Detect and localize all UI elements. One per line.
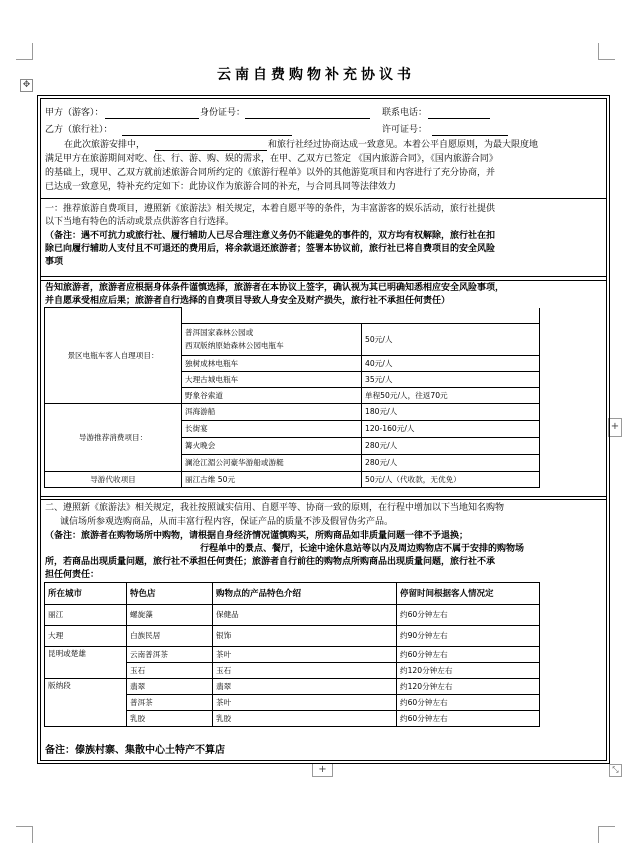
party-b-license-field[interactable] — [432, 135, 508, 136]
shop-cell: 白族民居 — [127, 626, 213, 647]
item-price-cell: 280元/人 — [362, 455, 540, 472]
party-a-label: 甲方（游客）： — [45, 108, 104, 118]
shop-cell: 普洱茶 — [127, 695, 213, 711]
table-header-row — [45, 583, 540, 605]
add-column-button[interactable]: + — [608, 418, 622, 437]
divider-2b — [40, 280, 607, 281]
item-name-cell: 长街宴 — [182, 421, 362, 438]
item-name-cell: 大理古城电瓶车 — [182, 372, 362, 388]
section2-note-line-3: 所，若商品出现质量问题，旅行社不承担任何责任；旅游者自行前往的购物点所购商品出现质量问题，旅行社不承 — [45, 557, 496, 567]
party-a-id-label: 身份证号： — [200, 108, 246, 118]
party-a-id-field[interactable] — [245, 118, 370, 119]
table-row — [45, 404, 540, 421]
item-name-cell: 澜沧江湄公河豪华游船或游艇 — [182, 455, 362, 472]
table-row — [45, 626, 540, 647]
city-cell: 大理 — [45, 626, 127, 647]
section2-line-2: 诚信场所参观选购商品，从而丰富行程内容，保证产品的质量不涉及假冒伪劣产品。 — [60, 517, 394, 527]
intro-line-1a: 在此次旅游安排中， — [64, 140, 146, 150]
item-name-cell: 普洱国家森林公园或 西双版纳原始森林公园电瓶车 — [182, 324, 362, 356]
time-cell: 约90分钟左右 — [397, 626, 540, 647]
crop-mark-top-left — [16, 43, 33, 60]
shop-cell: 云南普洱茶 — [127, 647, 213, 663]
item-price-cell: 35元/人 — [362, 372, 540, 388]
product-cell: 茶叶 — [213, 695, 397, 711]
crop-mark-top-right — [598, 43, 615, 60]
divider-3b — [40, 499, 607, 500]
footer-note: 备注：傣族村寨、集散中心土特产不算店 — [45, 745, 225, 756]
item-name-cell: 丽江古维 50元 — [182, 472, 362, 488]
self-pay-items-table — [44, 307, 540, 488]
item-price-cell: 180元/人 — [362, 404, 540, 421]
section1-note-line-2: 除已向履行辅助人支付且不可退还的费用后，将余款退还旅游者；签署本协议前，旅行社已将自费项目的安全风险 — [45, 244, 496, 254]
product-cell: 银饰 — [213, 626, 397, 647]
shop-cell: 乳胶 — [127, 711, 213, 727]
table-row — [45, 472, 540, 488]
group-recommend-cell: 导游推荐消费项目： — [45, 404, 182, 472]
product-cell: 茶叶 — [213, 647, 397, 663]
party-b-label: 乙方（旅行社）： — [45, 125, 113, 135]
intro-line-4: 已达成一致意见，特补充约定如下：此协议作为旅游合同的补充，与合同具同等法律效力 — [45, 182, 397, 192]
time-cell: 约60分钟左右 — [397, 695, 540, 711]
item-name-cell: 篝火晚会 — [182, 438, 362, 455]
intro-line-1b: 和旅行社经过协商达成一致意见。本着公平自愿原则，为最大限度地 — [268, 140, 539, 150]
section1-note-line-1: （备注：遇不可抗力或旅行社、履行辅助人已尽合理注意义务仍不能避免的事件的，双方均有权解除，旅行社在扣 — [45, 231, 496, 241]
divider-2 — [40, 276, 607, 277]
party-a-phone-field[interactable] — [428, 118, 490, 119]
header-product: 购物点的产品特色介绍 — [213, 583, 397, 605]
intro-line-2: 满足甲方在旅游期间对吃、住、行、游、购、娱的需求，在甲、乙双方已签定 《国内旅游合同》，《国内旅游合同》 — [45, 154, 498, 164]
product-cell: 保健品 — [213, 605, 397, 626]
shopping-table — [44, 582, 540, 727]
party-a-name-field[interactable] — [105, 118, 199, 119]
section1-note-line-3: 事项 — [45, 257, 64, 267]
crop-mark-bottom-left — [16, 826, 33, 843]
time-cell: 约60分钟左右 — [397, 711, 540, 727]
header-shop: 特色店 — [127, 583, 213, 605]
divider-1 — [40, 198, 607, 199]
table-move-handle-icon[interactable]: ✥ — [20, 79, 33, 92]
product-cell: 乳胶 — [213, 711, 397, 727]
city-cell: 丽江 — [45, 605, 127, 626]
product-cell: 翡翠 — [213, 679, 397, 695]
section2-note-line-4: 担任何责任： — [45, 570, 100, 580]
party-b-name-field[interactable] — [122, 135, 292, 136]
party-b-license-label: 许可证号： — [382, 125, 428, 135]
crop-mark-bottom-right — [598, 826, 615, 843]
product-cell: 玉石 — [213, 663, 397, 679]
section2-note-line-1: （备注：旅游者在购物场所中购物，请根据自身经济情况谨慎购买，所购商品如非质量问题一律不予退换； — [45, 531, 469, 541]
party-a-phone-label: 联系电话： — [382, 108, 428, 118]
section1-line-2: 以下当地有特色的活动或景点供游客自行选择。 — [45, 217, 235, 227]
section1-line-1: 一：推荐旅游自费项目，遵照新《旅游法》相关规定，本着自愿平等的条件，为丰富游客的娱乐活动，旅行社提供 — [45, 204, 496, 214]
item-price-cell: 120-160元/人 — [362, 421, 540, 438]
shop-cell: 螺旋藻 — [127, 605, 213, 626]
item-price-cell: 280元/人 — [362, 438, 540, 455]
header-time: 停留时间根据客人情况定 — [397, 583, 540, 605]
item-name-cell: 独树成林电瓶车 — [182, 356, 362, 372]
time-cell: 约120分钟左右 — [397, 663, 540, 679]
document-title: 云南自费购物补充协议书 — [217, 67, 415, 83]
shop-cell: 翡翠 — [127, 679, 213, 695]
group-scenic-cell: 景区电瓶车客人自理项目： — [45, 308, 182, 404]
item-price-cell: 50元/人 — [362, 324, 540, 356]
time-cell: 约60分钟左右 — [397, 647, 540, 663]
header-city: 所在城市 — [45, 583, 127, 605]
table-row — [45, 647, 540, 663]
item-name-cell: 洱海游船 — [182, 404, 362, 421]
table-resize-handle-icon[interactable]: ⤡ — [609, 764, 622, 777]
section1-notice-line-1: 告知旅游者，旅游者应根据身体条件谨慎选择，旅游者在本协议上签字，确认视为其已明确知悉相应安全风险事项， — [45, 283, 505, 293]
divider-3 — [40, 496, 607, 497]
intro-line-3: 的基础上，现甲、乙双方就前述旅游合同所约定的《旅游行程单》以外的其他游览项目和内容进行了充分协商，并 — [45, 168, 496, 178]
section2-line-1: 二、遵照新《旅游法》相关规定，我社按照诚实信用、自愿平等、协商一致的原则，在行程中增加以下当地知名购物 — [45, 503, 505, 513]
add-row-button[interactable]: + — [312, 763, 333, 777]
item-price-cell: 单程50元/人，往返70元 — [362, 388, 540, 404]
item-price-cell: 50元/人（代收款，无优免） — [362, 472, 540, 488]
time-cell: 约60分钟左右 — [397, 605, 540, 626]
table-row — [45, 679, 540, 695]
item-price-cell: 40元/人 — [362, 356, 540, 372]
city-cell: 版纳段 — [45, 679, 127, 727]
section2-note-line-2: 行程单中的景点、餐厅，长途中途休息站等以内及周边购物店不属于安排的购物场 — [200, 544, 525, 554]
shop-cell: 玉石 — [127, 663, 213, 679]
intro-blank-field[interactable] — [155, 150, 267, 151]
section1-notice-line-2: 并自愿承受相应后果；旅游者自行选择的自费项目导致人身安全及财产损失，旅行社不承担任何责任） — [45, 296, 451, 306]
group-collect-cell: 导游代收项目 — [45, 472, 182, 488]
item-name-cell: 野象谷索道 — [182, 388, 362, 404]
city-cell: 昆明或楚雄 — [45, 647, 127, 679]
table-row — [45, 605, 540, 626]
time-cell: 约120分钟左右 — [397, 679, 540, 695]
